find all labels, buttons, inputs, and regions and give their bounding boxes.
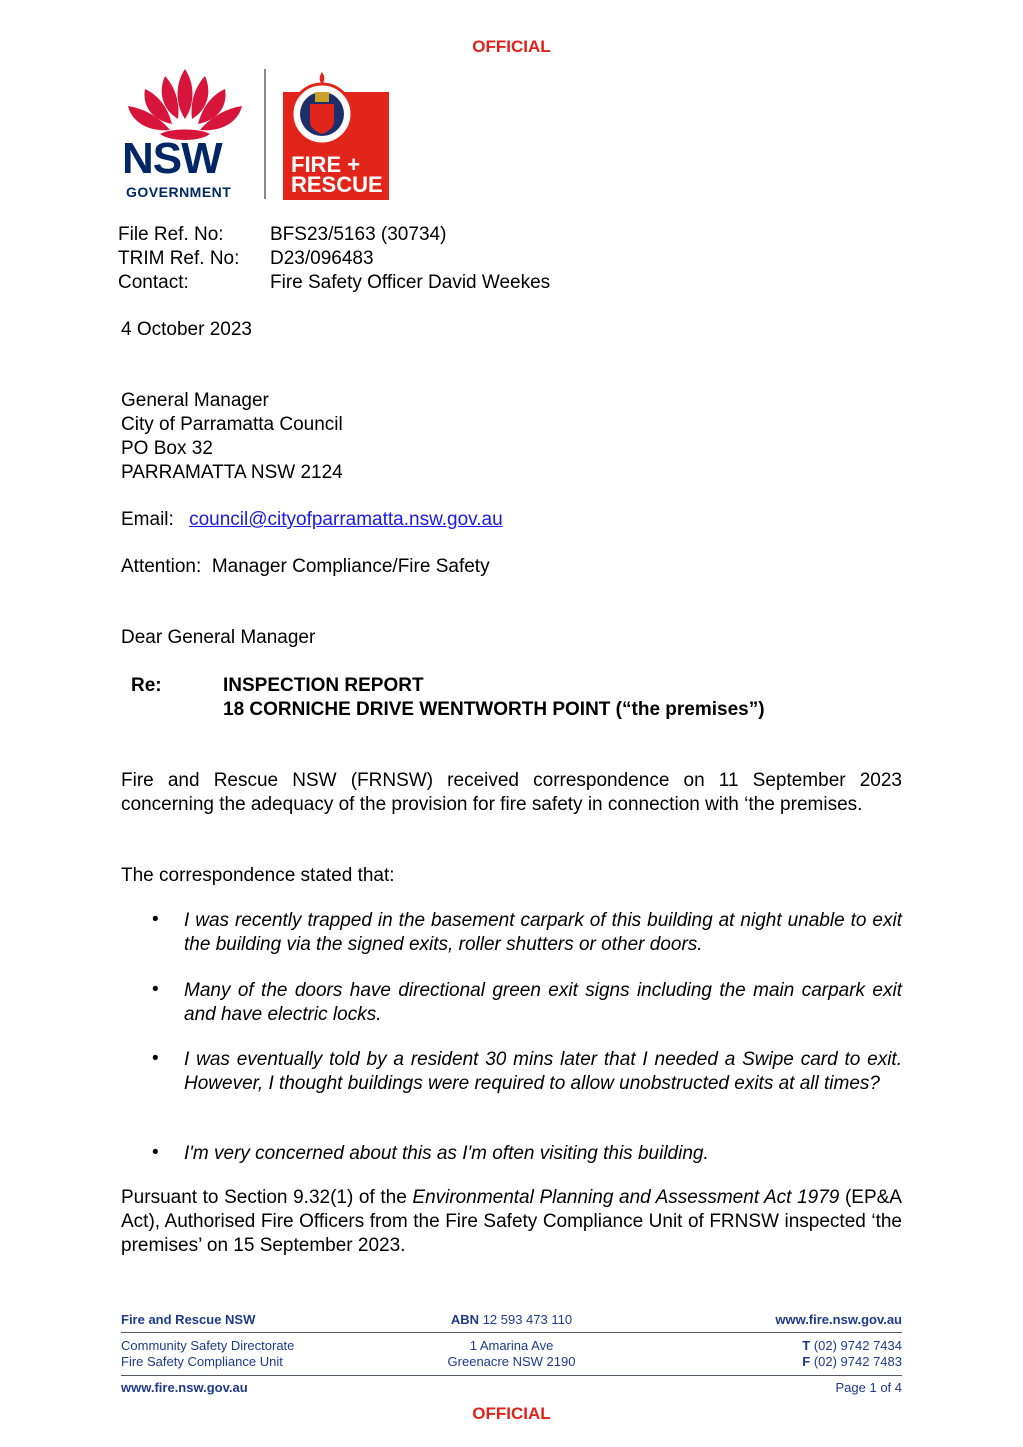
ref-row-trim [118,247,618,271]
bullet-marker: • [152,1142,159,1163]
nsw-government-logo [120,64,250,204]
abn-label: ABN [450,1312,480,1327]
quote-item: I was recently trapped in the basement carpark of this building at night unable to exit the building via the signed exits, roller shutters or other doors. [184,910,902,955]
ref-row-contact [118,271,618,295]
address-line: PARRAMATTA NSW 2124 [121,462,343,483]
footer-fax-row [802,1354,902,1370]
phone-label: T [802,1338,811,1353]
footer-street: 1 Amarina Ave [469,1338,554,1353]
footer-org: Fire and Rescue NSW [121,1312,256,1327]
quote-item: I was eventually told by a resident 30 mins later that I needed a Swipe card to exit. However, I thought buildings were required to allow unobstructed exits at all times? [184,1049,902,1094]
ref-value: Fire Safety Officer David Weekes [270,272,551,293]
paragraph-inspection [121,1186,902,1258]
government-wordmark: GOVERNMENT [126,184,232,200]
footer-divider-1 [121,1332,902,1333]
phone-number: (02) 9742 7434 [813,1338,902,1353]
footer-divider-2 [121,1375,902,1376]
subject-line-2: 18 CORNICHE DRIVE WENTWORTH POINT (“the premises”) [223,699,765,720]
act-title: Environmental Planning and Assessment Act 1979 [412,1187,840,1208]
logo-divider [264,69,266,199]
ref-value: BFS23/5163 (30734) [270,224,447,245]
letter-date: 4 October 2023 [121,319,252,340]
address-line: PO Box 32 [121,438,213,459]
para3-text-b: (EP&A Act), Authorised Fire Officers from the Fire Safety Compliance Unit of FRNSW inspected ‘the premises’ on 15 September 2023. [121,1187,902,1256]
reference-block [118,223,618,295]
nsw-wordmark: NSW [122,134,222,183]
abn-value: 12 593 473 110 [482,1312,573,1327]
subject-label: Re: [131,675,162,696]
subject-line-1: INSPECTION REPORT [223,675,424,696]
footer-dept: Community Safety Directorate [121,1338,295,1353]
waratah-icon [120,64,250,144]
classification-bottom: OFFICIAL [472,1404,551,1423]
rescue-wordmark: RESCUE [291,172,383,197]
footer-website[interactable]: www.fire.nsw.gov.au [775,1312,902,1327]
ref-label: Contact: [118,272,189,293]
quote-item: Many of the doors have directional green exit signs including the main carpark exit and have electric locks. [184,980,902,1025]
footer-dept: Fire Safety Compliance Unit [121,1354,283,1369]
page-number: Page 1 of 4 [835,1380,902,1395]
ref-row-file [118,223,618,247]
paragraph-correspondence: Fire and Rescue NSW (FRNSW) received correspondence on 11 September 2023 concerning the adequacy of the provision for fire safety in connection with ‘the premises. [121,770,902,815]
bullet-marker: • [152,909,159,930]
footer-suburb: Greenacre NSW 2190 [447,1354,576,1369]
email-label: Email: [121,509,174,530]
email-line [121,508,503,532]
quote-item: I'm very concerned about this as I'm often visiting this building. [184,1143,709,1164]
fax-number: (02) 9742 7483 [813,1354,902,1369]
recipient-address [121,389,343,485]
footer-contact-numbers [802,1338,902,1370]
ref-value: D23/096483 [270,248,374,269]
frnsw-crest-icon [285,70,359,146]
salutation: Dear General Manager [121,627,316,648]
classification-top: OFFICIAL [472,37,551,56]
ref-label: TRIM Ref. No: [118,248,240,269]
address-line: City of Parramatta Council [121,414,343,435]
footer-website-bottom[interactable]: www.fire.nsw.gov.au [121,1380,248,1395]
paragraph-stated: The correspondence stated that: [121,865,395,886]
footer-phone-row [802,1338,902,1354]
attention-line: Attention: Manager Compliance/Fire Safety [121,556,490,577]
fire-wordmark: FIRE + [291,152,361,177]
frnsw-logo [283,70,389,200]
fax-label: F [802,1354,811,1369]
ref-label: File Ref. No: [118,224,224,245]
bullet-marker: • [152,1048,159,1069]
email-link[interactable]: council@cityofparramatta.nsw.gov.au [189,509,503,530]
address-line: General Manager [121,390,269,411]
bullet-marker: • [152,979,159,1000]
para3-text-a: Pursuant to Section 9.32(1) of the [121,1187,413,1208]
